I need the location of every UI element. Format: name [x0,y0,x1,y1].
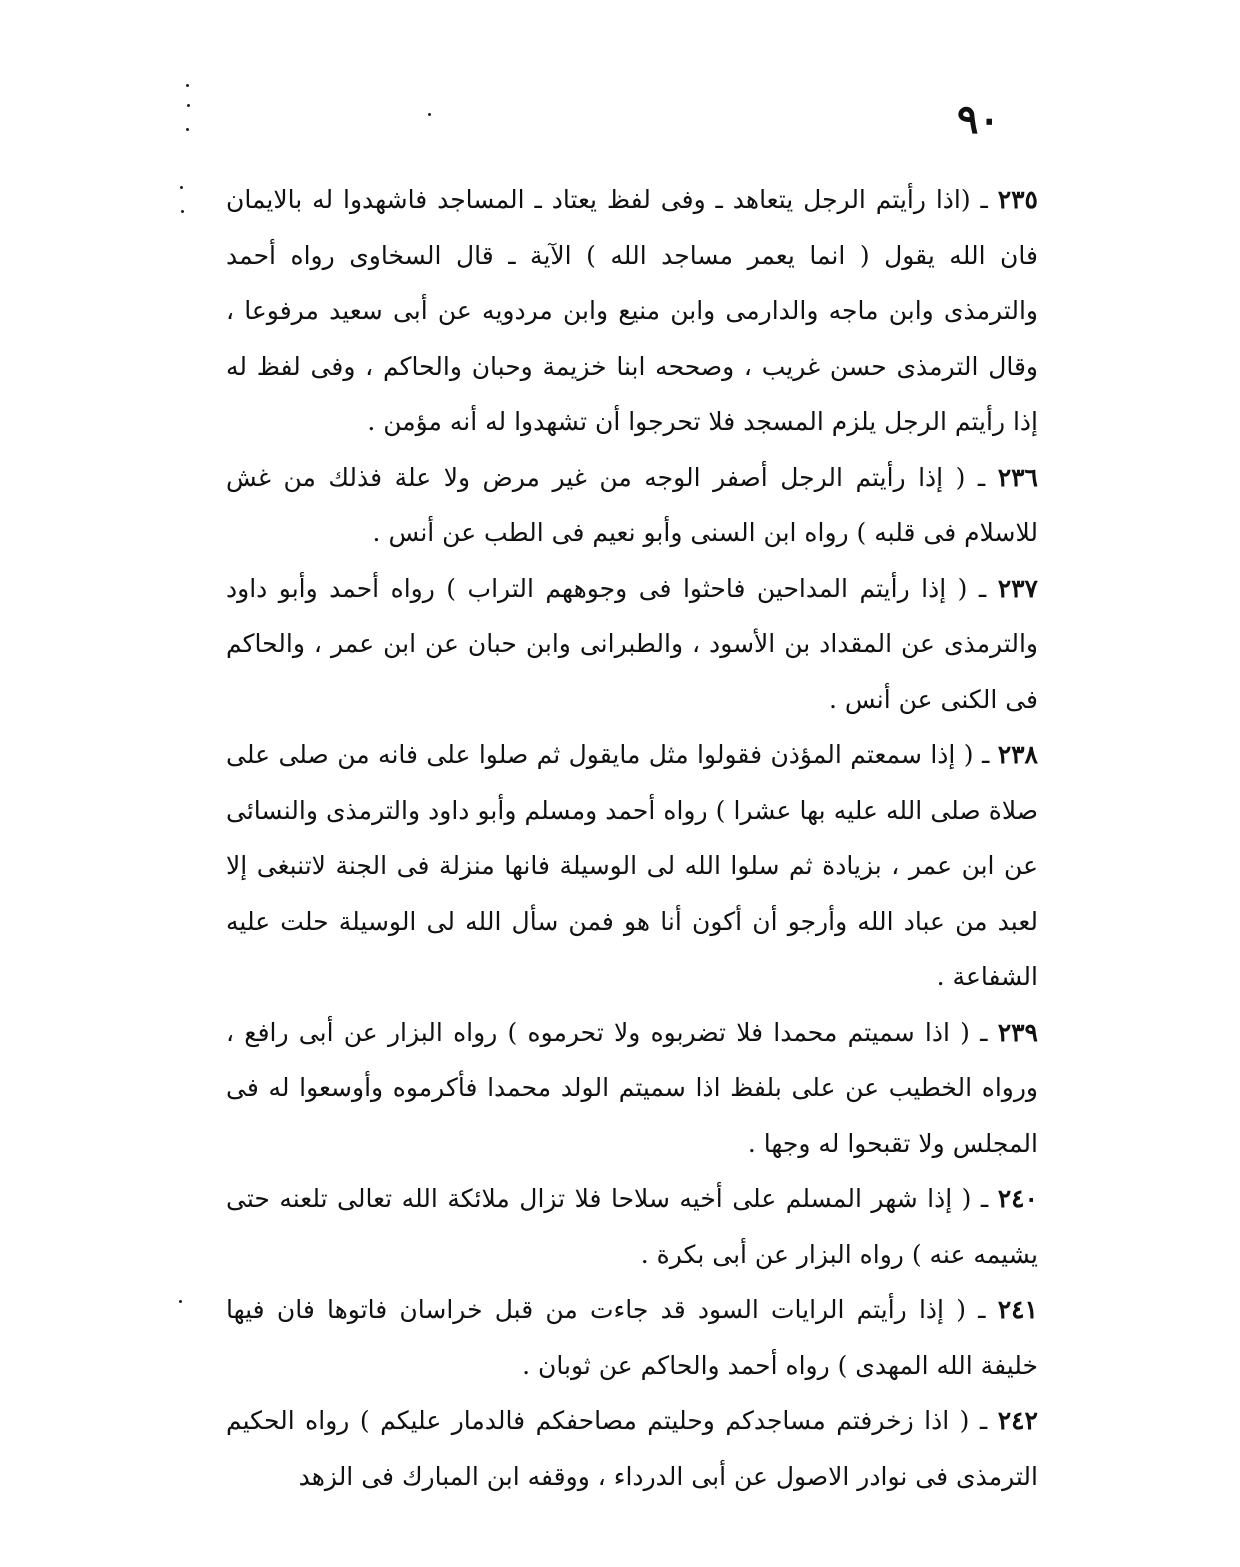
hadith-number: ٢٤٢ [997,1406,1038,1435]
hadith-entry [226,172,1038,450]
hadith-number: ٢٣٥ [997,185,1038,214]
hadith-text: ـ ( إذا سمعتم المؤذن فقولوا مثل مايقول ثم صلوا على فانه من صلى على صلاة صلى الله عليه بها عشرا ) رواه أحمد ومسلم وأبو داود والترمذى والنسائى عن ابن عمر ، بزيادة ثم سلوا الله لى الوسيلة فانها منزلة فى الجنة لاتنبغى إلا لعبد من عباد الله وأرجو أن أكون أنا هو فمن سأل الله لى الوسيلة حلت عليه الشفاعة . [226,740,1038,991]
hadith-text: ـ ( إذا رأيتم المداحين فاحثوا فى وجوههم التراب ) رواه أحمد وأبو داود والترمذى عن المقداد بن الأسود ، والطبرانى وابن حبان عن ابن عمر ، والحاكم فى الكنى عن أنس . [226,573,1038,714]
hadith-text: ـ ( إذا رأيتم الرجل أصفر الوجه من غير مرض ولا علة فذلك من غش للاسلام فى قلبه ) رواه ابن السنى وأبو نعيم فى الطب عن أنس . [226,462,1038,547]
hadith-text: ـ ( إذا رأيتم الرايات السود قد جاءت من قبل خراسان فاتوها فان فيها خليفة الله المهدى ) رواه أحمد والحاكم عن ثوبان . [226,1295,1038,1380]
scan-speck [428,113,431,116]
hadith-entry [226,450,1038,561]
hadith-text: ـ (اذا رأيتم الرجل يتعاهد ـ وفى لفظ يعتاد ـ المساجد فاشهدوا له بالايمان فان الله يقول ( انما يعمر مساجد الله ) الآية ـ قال السخاوى رواه أحمد والترمذى وابن ماجه والدارمى وابن منيع وابن مردويه عن أبى سعيد مرفوعا ، وقال الترمذى حسن غريب ، وصححه ابنا خزيمة وحبان والحاكم ، وفى لفظ له إذا رأيتم الرجل يلزم المسجد فلا تحرجوا أن تشهدوا له أنه مؤمن . [226,185,1038,436]
hadith-text: ـ ( اذا زخرفتم مساجدكم وحليتم مصاحفكم فالدمار عليكم ) رواه الحكيم الترمذى فى نوادر الاصول عن أبى الدرداء ، ووقفه ابن المبارك فى الزهد [226,1406,1038,1491]
scan-speck [180,186,183,189]
page-number: ٩٠ [957,96,1000,143]
hadith-number: ٢٣٩ [997,1017,1038,1047]
scan-speck [187,104,190,107]
scan-speck [186,128,189,131]
hadith-entry [226,561,1038,728]
scan-speck [186,84,189,87]
hadith-entry [226,1171,1038,1282]
scan-speck [179,1300,182,1303]
hadith-entry [226,727,1038,1005]
hadith-text: ـ ( اذا سميتم محمدا فلا تضربوه ولا تحرموه ) رواه البزار عن أبى رافع ، ورواه الخطيب عن على بلفظ اذا سميتم الولد محمدا فأكرموه وأوسعوا له فى المجلس ولا تقبحوا له وجها . [226,1017,1038,1158]
hadith-number: ٢٤١ [997,1295,1038,1324]
hadith-entry [226,1393,1038,1504]
hadith-number: ٢٣٧ [997,573,1038,603]
hadith-text: ـ ( إذا شهر المسلم على أخيه سلاحا فلا تزال ملائكة الله تعالى تلعنه حتى يشيمه عنه ) رواه البزار عن أبى بكرة . [226,1184,1038,1269]
hadith-entry [226,1282,1038,1393]
hadith-number: ٢٤٠ [997,1184,1038,1213]
hadith-entry [226,1005,1038,1172]
hadith-number: ٢٣٦ [997,462,1038,492]
scan-speck [181,210,184,213]
hadith-list [226,172,1038,1552]
hadith-number: ٢٣٨ [997,740,1038,769]
